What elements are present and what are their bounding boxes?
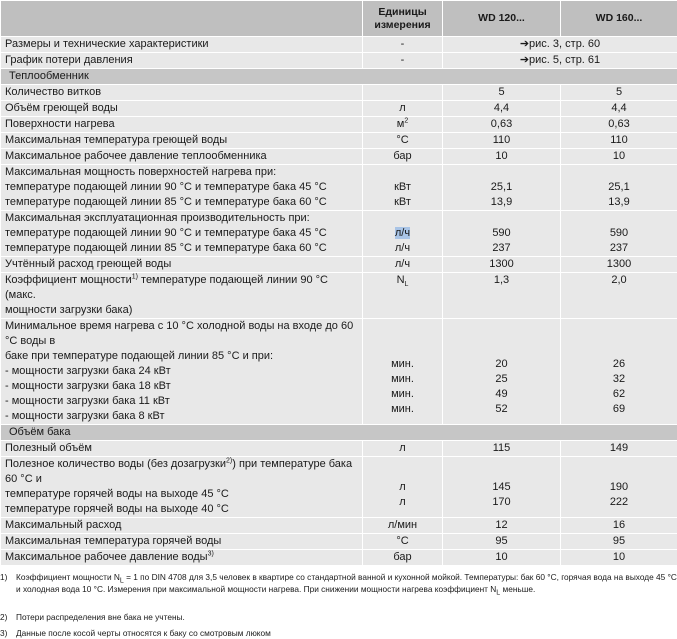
value-wd160: 10 (561, 550, 677, 566)
value: 49 (447, 387, 556, 402)
value-wd120 (443, 457, 561, 518)
unit-subscript: L (405, 281, 409, 288)
row-label: Количество витков (1, 85, 363, 101)
section-tank-volume (1, 425, 677, 441)
footnote-text: Потери распределения вне бака не учтены. (16, 611, 185, 623)
row-unit (363, 85, 443, 101)
table-row (1, 534, 677, 550)
label-text: температуре подающей линии 90 °C (макс. (5, 274, 328, 301)
sub-label: - мощности загрузки бака 18 кВт (5, 379, 358, 394)
value-wd160 (561, 457, 677, 518)
header-wd160: WD 160... (561, 1, 677, 37)
footnote-ref: 3) (208, 550, 214, 557)
value: 25,1 (565, 180, 673, 195)
footnote-text-part: меньше. (500, 584, 535, 594)
footnote-subscript: L (120, 578, 124, 585)
table-row (1, 53, 677, 69)
group-title: Минимальное время нагрева с 10 °C холодной воды на входе до 60 °C воды в (5, 319, 358, 349)
value-wd160: 10 (561, 149, 677, 165)
value: 26 (565, 357, 673, 372)
row-unit: л (363, 101, 443, 117)
value-wd120: 4,4 (443, 101, 561, 117)
row-label: Поверхности нагрева (1, 117, 363, 133)
header-name (1, 1, 363, 37)
row-label: Размеры и технические характеристики (1, 37, 363, 53)
value: 13,9 (565, 195, 673, 210)
table-row-group (1, 457, 677, 518)
row-unit (363, 457, 443, 518)
table-row (1, 273, 677, 319)
value: 25,1 (447, 180, 556, 195)
unit-text-selected (367, 226, 438, 241)
unit-text: мин. (367, 372, 438, 387)
value-wd120 (443, 165, 561, 211)
footnote-text-part: Коэффициент мощности N (16, 572, 120, 582)
unit-text: кВт (367, 195, 438, 210)
row-label (1, 319, 363, 425)
value-wd120 (443, 211, 561, 257)
footnotes (0, 571, 677, 639)
value-wd160: 95 (561, 534, 677, 550)
footnote-text (16, 571, 677, 607)
header-unit: Единицы измерения (363, 1, 443, 37)
table-row-group (1, 211, 677, 257)
row-label: Максимальная температура горячей воды (1, 534, 363, 550)
label-text: мощности загрузки бака) (5, 303, 358, 318)
row-ref-link[interactable]: ➔рис. 3, стр. 60 (443, 37, 677, 53)
value-wd120: 10 (443, 149, 561, 165)
header-wd120: WD 120... (443, 1, 561, 37)
row-unit: бар (363, 550, 443, 566)
unit-superscript: 2 (404, 117, 408, 124)
table-row (1, 257, 677, 273)
unit-text: мин. (367, 357, 438, 372)
section-title: Теплообменник (1, 69, 677, 85)
footnote-number: 3) (0, 627, 16, 639)
value-wd120 (443, 319, 561, 425)
footnote-text: Данные после косой черты относятся к баку со смотровым люком (16, 627, 271, 639)
row-label: Учтённый расход греющей воды (1, 257, 363, 273)
unit-text: л (367, 495, 438, 510)
selected-text: л/ч (395, 227, 410, 239)
footnote-ref: 2) (226, 457, 232, 464)
row-label: Максимальная температура греющей воды (1, 133, 363, 149)
footnote-ref: 1) (132, 273, 138, 280)
row-label (1, 550, 363, 566)
value-wd160: 1300 (561, 257, 677, 273)
value-wd160: 4,4 (561, 101, 677, 117)
row-unit: бар (363, 149, 443, 165)
value: 25 (447, 372, 556, 387)
row-label: Максимальное рабочее давление теплообменника (1, 149, 363, 165)
sub-label: температуре подающей линии 90 °C и температуре бака 45 °C (5, 180, 358, 195)
value-wd120: 95 (443, 534, 561, 550)
row-unit: л (363, 441, 443, 457)
value-wd120: 1300 (443, 257, 561, 273)
value: 590 (447, 226, 556, 241)
value: 237 (565, 241, 673, 256)
value: 590 (565, 226, 673, 241)
table-row (1, 101, 677, 117)
value-wd160 (561, 165, 677, 211)
value: 52 (447, 402, 556, 417)
footnote-number: 1) (0, 571, 16, 607)
row-label: Максимальный расход (1, 518, 363, 534)
value-wd160: 149 (561, 441, 677, 457)
footnote-number: 2) (0, 611, 16, 623)
value-wd120: 0,63 (443, 117, 561, 133)
value: 62 (565, 387, 673, 402)
sub-label: температуре подающей линии 85 °C и температуре бака 60 °C (5, 195, 358, 210)
unit-text: мин. (367, 387, 438, 402)
value: 237 (447, 241, 556, 256)
row-label: Объём греющей воды (1, 101, 363, 117)
unit-text: л (367, 480, 438, 495)
sub-label: температуре горячей воды на выходе 40 °C (5, 502, 358, 517)
value-wd160: 110 (561, 133, 677, 149)
label-text: Максимальное рабочее давление воды (5, 551, 208, 563)
row-label (1, 457, 363, 518)
value-wd160: 2,0 (561, 273, 677, 319)
row-unit: °C (363, 133, 443, 149)
value-wd120: 12 (443, 518, 561, 534)
value-wd160 (561, 319, 677, 425)
unit-text: л/ч (367, 241, 438, 256)
table-row (1, 441, 677, 457)
row-label (1, 165, 363, 211)
value-wd120: 110 (443, 133, 561, 149)
footnote-1 (0, 571, 677, 607)
table-row (1, 550, 677, 566)
section-heat-exchanger (1, 69, 677, 85)
table-row (1, 518, 677, 534)
row-unit: - (363, 37, 443, 53)
group-title: Максимальная мощность поверхностей нагрева при: (5, 165, 358, 180)
row-unit: л/мин (363, 518, 443, 534)
label-text: Полезное количество воды (без дозагрузки (5, 458, 226, 470)
row-unit (363, 273, 443, 319)
value-wd120: 1,3 (443, 273, 561, 319)
group-title: Максимальная эксплуатационная производительность при: (5, 211, 358, 226)
footnote-text-part: = 1 по DIN 4708 для 3,5 человек в квартире со стандартной ванной и кухонной мойкой. Температуры: бак 60 °C, горячая вода на выходе 45 °C и холодная вода 10 °C. Измерения при максимальной мощности нагрева. При снижении мощности нагрева коэффициент N (16, 572, 677, 594)
value-wd120: 115 (443, 441, 561, 457)
sub-label: - мощности загрузки бака 24 кВт (5, 364, 358, 379)
table-row (1, 37, 677, 53)
value-wd120: 10 (443, 550, 561, 566)
value: 170 (447, 495, 556, 510)
row-unit: °C (363, 534, 443, 550)
row-label (1, 211, 363, 257)
value-wd160 (561, 211, 677, 257)
value: 32 (565, 372, 673, 387)
row-unit: - (363, 53, 443, 69)
row-label (1, 273, 363, 319)
table-row-group (1, 165, 677, 211)
sub-label: температуре горячей воды на выходе 45 °C (5, 487, 358, 502)
value: 20 (447, 357, 556, 372)
unit-text: м (397, 118, 405, 130)
table-row (1, 117, 677, 133)
row-ref-link[interactable]: ➔рис. 5, стр. 61 (443, 53, 677, 69)
value-wd160: 5 (561, 85, 677, 101)
table-header-row (1, 1, 677, 37)
value: 190 (565, 480, 673, 495)
footnote-subscript: L (496, 590, 500, 597)
value: 145 (447, 480, 556, 495)
value-wd160: 0,63 (561, 117, 677, 133)
sub-label: - мощности загрузки бака 8 кВт (5, 409, 358, 424)
row-unit (363, 165, 443, 211)
footnote-3 (0, 627, 677, 639)
value-wd120: 5 (443, 85, 561, 101)
unit-text: кВт (367, 180, 438, 195)
label-text: ) при температуре бака 60 °C и (5, 458, 352, 485)
value: 222 (565, 495, 673, 510)
table-row (1, 149, 677, 165)
table-row (1, 85, 677, 101)
section-title: Объём бака (1, 425, 677, 441)
sub-label: температуре подающей линии 90 °C и температуре бака 45 °C (5, 226, 358, 241)
value: 13,9 (447, 195, 556, 210)
table-row (1, 133, 677, 149)
row-unit (363, 117, 443, 133)
row-unit (363, 211, 443, 257)
label-text: Коэффициент мощности (5, 274, 132, 286)
row-unit (363, 319, 443, 425)
row-unit: л/ч (363, 257, 443, 273)
row-label: Полезный объём (1, 441, 363, 457)
table-row-group (1, 319, 677, 425)
unit-text: мин. (367, 402, 438, 417)
row-label: График потери давления (1, 53, 363, 69)
unit-text: N (397, 274, 405, 286)
sub-label: температуре подающей линии 85 °C и температуре бака 60 °C (5, 241, 358, 256)
footnote-2 (0, 611, 677, 623)
value: 69 (565, 402, 673, 417)
value-wd160: 16 (561, 518, 677, 534)
sub-label: - мощности загрузки бака 11 кВт (5, 394, 358, 409)
group-title: баке при температуре подающей линии 85 °C и при: (5, 349, 358, 364)
